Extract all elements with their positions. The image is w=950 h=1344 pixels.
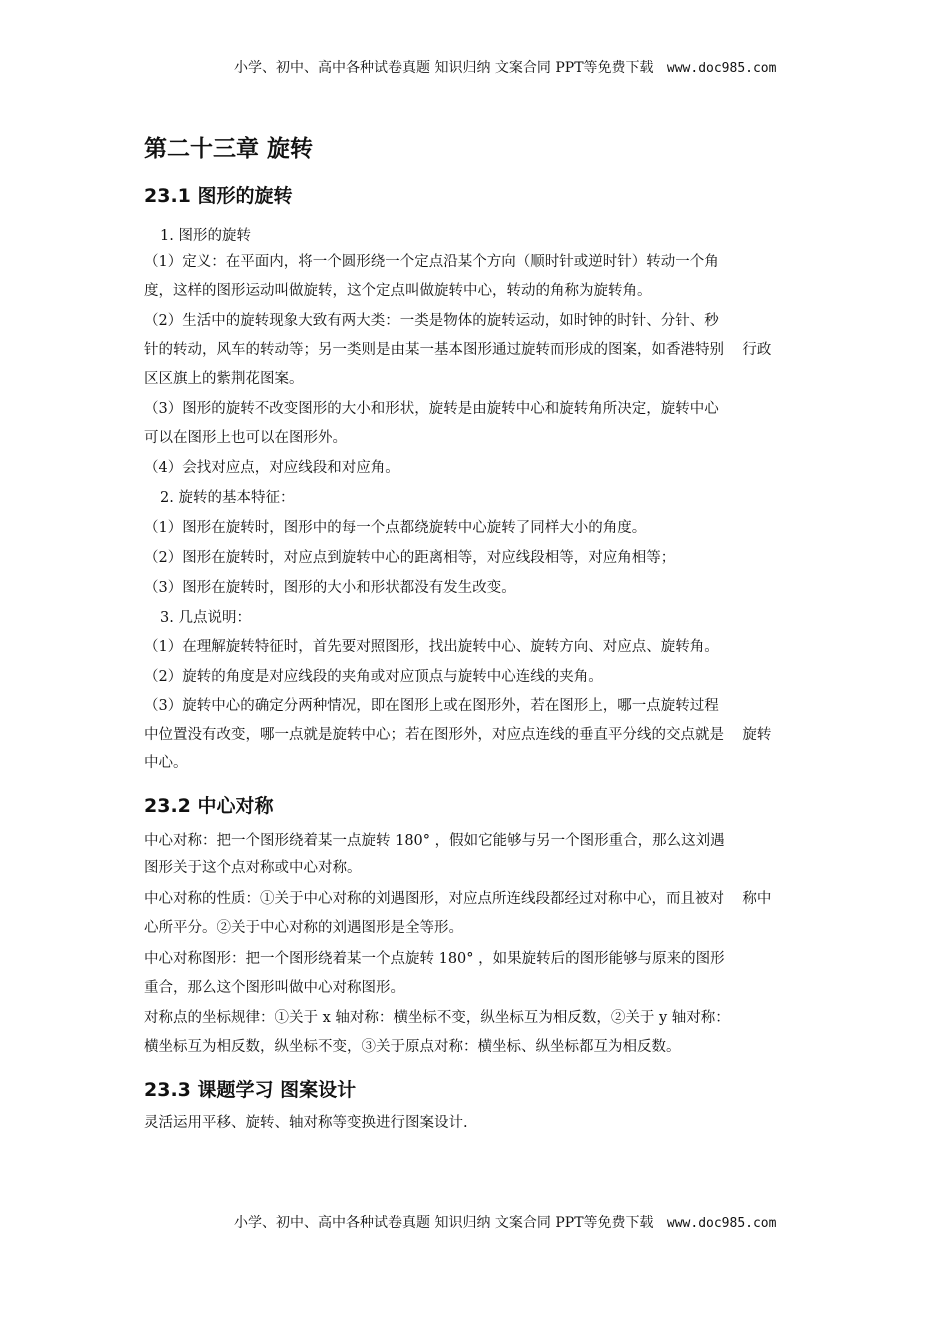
text-line: 心所平分。②关于中心对称的刘遇图形是全等形。 <box>144 920 463 936</box>
footer-text: 小学、初中、高中各种试卷真题 知识归纳 文案合同 PPT等免费下载 <box>234 1215 654 1231</box>
header-site: www.doc985.com <box>666 61 777 76</box>
section-heading: 23.3 课题学习 图案设计 <box>144 1079 357 1101</box>
text-line: 对称点的坐标规律：①关于 x 轴对称：横坐标不变，纵坐标互为相反数，②关于 y 轴对称： <box>144 1010 730 1026</box>
text-line: 度，这样的图形运动叫做旋转，这个定点叫做旋转中心，转动的角称为旋转角。 <box>144 283 652 299</box>
text-line: 3. 几点说明： <box>160 610 251 626</box>
text-line: （3）旋转中心的确定分两种情况，即在图形上或在图形外，若在图形上，哪一点旋转过程 <box>144 698 719 714</box>
text-line: 中心对称图形：把一个图形绕着某一个点旋转 180° ，如果旋转后的图形能够与原来的图形 <box>144 951 725 967</box>
text-line: （1）图形在旋转时，图形中的每一个点都绕旋转中心旋转了同样大小的角度。 <box>144 520 647 536</box>
text-line: （2）生活中的旋转现象大致有两大类：一类是物体的旋转运动，如时钟的时针、分针、秒 <box>144 313 719 329</box>
text-line: 1. 图形的旋转 <box>160 228 251 244</box>
text-line: （3）图形在旋转时，图形的大小和形状都没有发生改变。 <box>144 580 516 596</box>
footer-site: www.doc985.com <box>666 1216 777 1231</box>
section-heading: 23.1 图形的旋转 <box>144 185 293 207</box>
text-line: 横坐标互为相反数，纵坐标不变，③关于原点对称：横坐标、纵坐标都互为相反数。 <box>144 1039 681 1055</box>
text-line: 可以在图形上也可以在图形外。 <box>144 430 347 446</box>
text-line: 中位置没有改变，哪一点就是旋转中心；若在图形外，对应点连线的垂直平分线的交点就是 旋转 <box>144 727 772 743</box>
header-text: 小学、初中、高中各种试卷真题 知识归纳 文案合同 PPT等免费下载 <box>234 60 654 76</box>
text-line: （2）图形在旋转时，对应点到旋转中心的距离相等，对应线段相等，对应角相等； <box>144 550 676 566</box>
page-footer <box>234 1213 776 1234</box>
text-line: （1）定义：在平面内，将一个圆形绕一个定点沿某个方向（顺时针或逆时针）转动一个角 <box>144 254 719 270</box>
text-line: 2. 旋转的基本特征： <box>160 490 295 506</box>
text-line: 区区旗上的紫荆花图案。 <box>144 371 304 387</box>
text-line: 重合，那么这个图形叫做中心对称图形。 <box>144 980 405 996</box>
text-line: （1）在理解旋转特征时，首先要对照图形，找出旋转中心、旋转方向、对应点、旋转角。 <box>144 639 719 655</box>
text-line: （2）旋转的角度是对应线段的夹角或对应顶点与旋转中心连线的夹角。 <box>144 669 603 685</box>
text-line: （3）图形的旋转不改变图形的大小和形状，旋转是由旋转中心和旋转角所决定，旋转中心 <box>144 401 719 417</box>
text-line: 中心对称的性质：①关于中心对称的刘遇图形，对应点所连线段都经过对称中心，而且被对 称中 <box>144 891 772 907</box>
text-line: 图形关于这个点对称或中心对称。 <box>144 860 362 876</box>
text-line: 中心。 <box>144 755 188 771</box>
text-line: 针的转动，风车的转动等；另一类则是由某一基本图形通过旋转而形成的图案，如香港特别 行政 <box>144 342 772 358</box>
section-heading: 23.2 中心对称 <box>144 795 274 817</box>
chapter-title: 第二十三章 旋转 <box>144 136 314 162</box>
text-line: （4）会找对应点，对应线段和对应角。 <box>144 460 400 476</box>
text-line: 中心对称：把一个图形绕着某一点旋转 180° ，假如它能够与另一个图形重合，那么这刘遇 <box>144 833 725 849</box>
page-header <box>234 58 776 79</box>
text-line: 灵活运用平移、旋转、轴对称等变换进行图案设计. <box>144 1115 468 1131</box>
